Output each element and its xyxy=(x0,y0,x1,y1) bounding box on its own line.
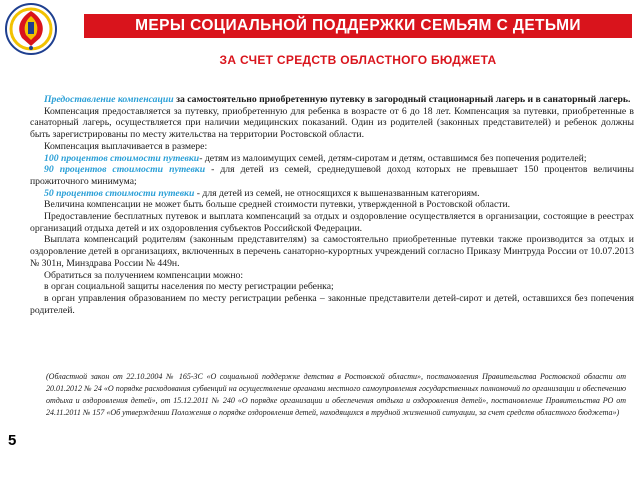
highlight-compensation: Предоставление компенсации xyxy=(44,94,174,105)
main-text xyxy=(30,94,634,316)
paragraph-payment: Выплата компенсаций родителям (законным представителям) за самостоятельно приобретенные путевки также производится за отдых и оздоровление детей в организациях, включенных в перечень санаторно-курортных учреждений согласно Приказу Минтруда России от 10.07.2013 № 301н, Минздрава России № 449н. xyxy=(30,234,634,269)
legal-footnote: (Областной закон от 22.10.2004 № 165-ЗС «О социальной поддержке детства в Ростовской области», постановления Правительства Ростовской области от 20.01.2012 № 24 «О порядке расходования субвенций на осуществление органами местного самоуправления государственных полномочий по организации и обеспечению отдыха и оздоровления детей», от 15.12.2011 № 240 «О порядке организации и обеспечения отдыха и оздоровления детей», постановление Правительства РО от 24.11.2011 № 157 «Об утверждении Положения о порядке оздоровления детей, находящихся в трудной жизненной ситуации, за счет средств областного бюджета») xyxy=(46,372,626,417)
paragraph-100-percent: 100 процентов стоимости путевки- детям из малоимущих семей, детям-сиротам и детям, оставшимся без попечения родителей; xyxy=(44,152,587,164)
paragraph-50-percent: 50 процентов стоимости путевки - для детей из семей, не относящихся к вышеназванным категориям. xyxy=(44,187,480,199)
page-subtitle: ЗА СЧЕТ СРЕДСТВ ОБЛАСТНОГО БЮДЖЕТА xyxy=(219,53,497,67)
page-title: МЕРЫ СОЦИАЛЬНОЙ ПОДДЕРЖКИ СЕМЬЯМ С ДЕТЬМИ xyxy=(135,17,581,34)
paragraph-amount-intro: Компенсация выплачивается в размере: xyxy=(44,140,208,152)
paragraph-max-amount: Величина компенсации не может быть больше средней стоимости путевки, утвержденной в Ростовской области. xyxy=(44,199,511,211)
page-number: 5 xyxy=(8,432,17,449)
paragraph-education-authority: в орган управления образованием по месту регистрации ребенка – законные представители детей-сирот и детей, оставшихся без попечения родителей. xyxy=(30,292,634,316)
paragraph-apply: Обратиться за получением компенсации можно: xyxy=(44,269,244,281)
paragraph-90-percent: 90 процентов стоимости путевки - для детей из семей, среднедушевой доход которых не превышает 150 процентов величины прожиточного минимума; xyxy=(30,164,634,187)
paragraph-social-protection: в орган социальной защиты населения по месту регистрации ребенка; xyxy=(44,281,334,293)
paragraph-free-vouchers: Предоставление бесплатных путевок и выплата компенсаций за отдых и оздоровление осуществляется в организации, состоящие в реестрах организаций отдыха детей и их оздоровления субъектов Российской Федерации. xyxy=(30,211,634,234)
regional-coat-of-arms-icon xyxy=(4,2,58,56)
title-banner xyxy=(84,14,632,38)
paragraph-eligibility: Компенсация предоставляется за путевку, приобретенную для ребенка в возрасте от 6 до 18 лет. Компенсация за путевки, приобретенные в санаторный лагерь, осуществляется при наличии медицинских показаний. Один из родителей (законных представителей) и ребенок должны быть зарегистрированы по месту жительства на территории Ростовской области. xyxy=(30,105,634,141)
paragraph-compensation-heading: Предоставление компенсации за самостоятельно приобретенную путевку в загородный стационарный лагерь и в санаторный лагерь. xyxy=(44,94,631,105)
